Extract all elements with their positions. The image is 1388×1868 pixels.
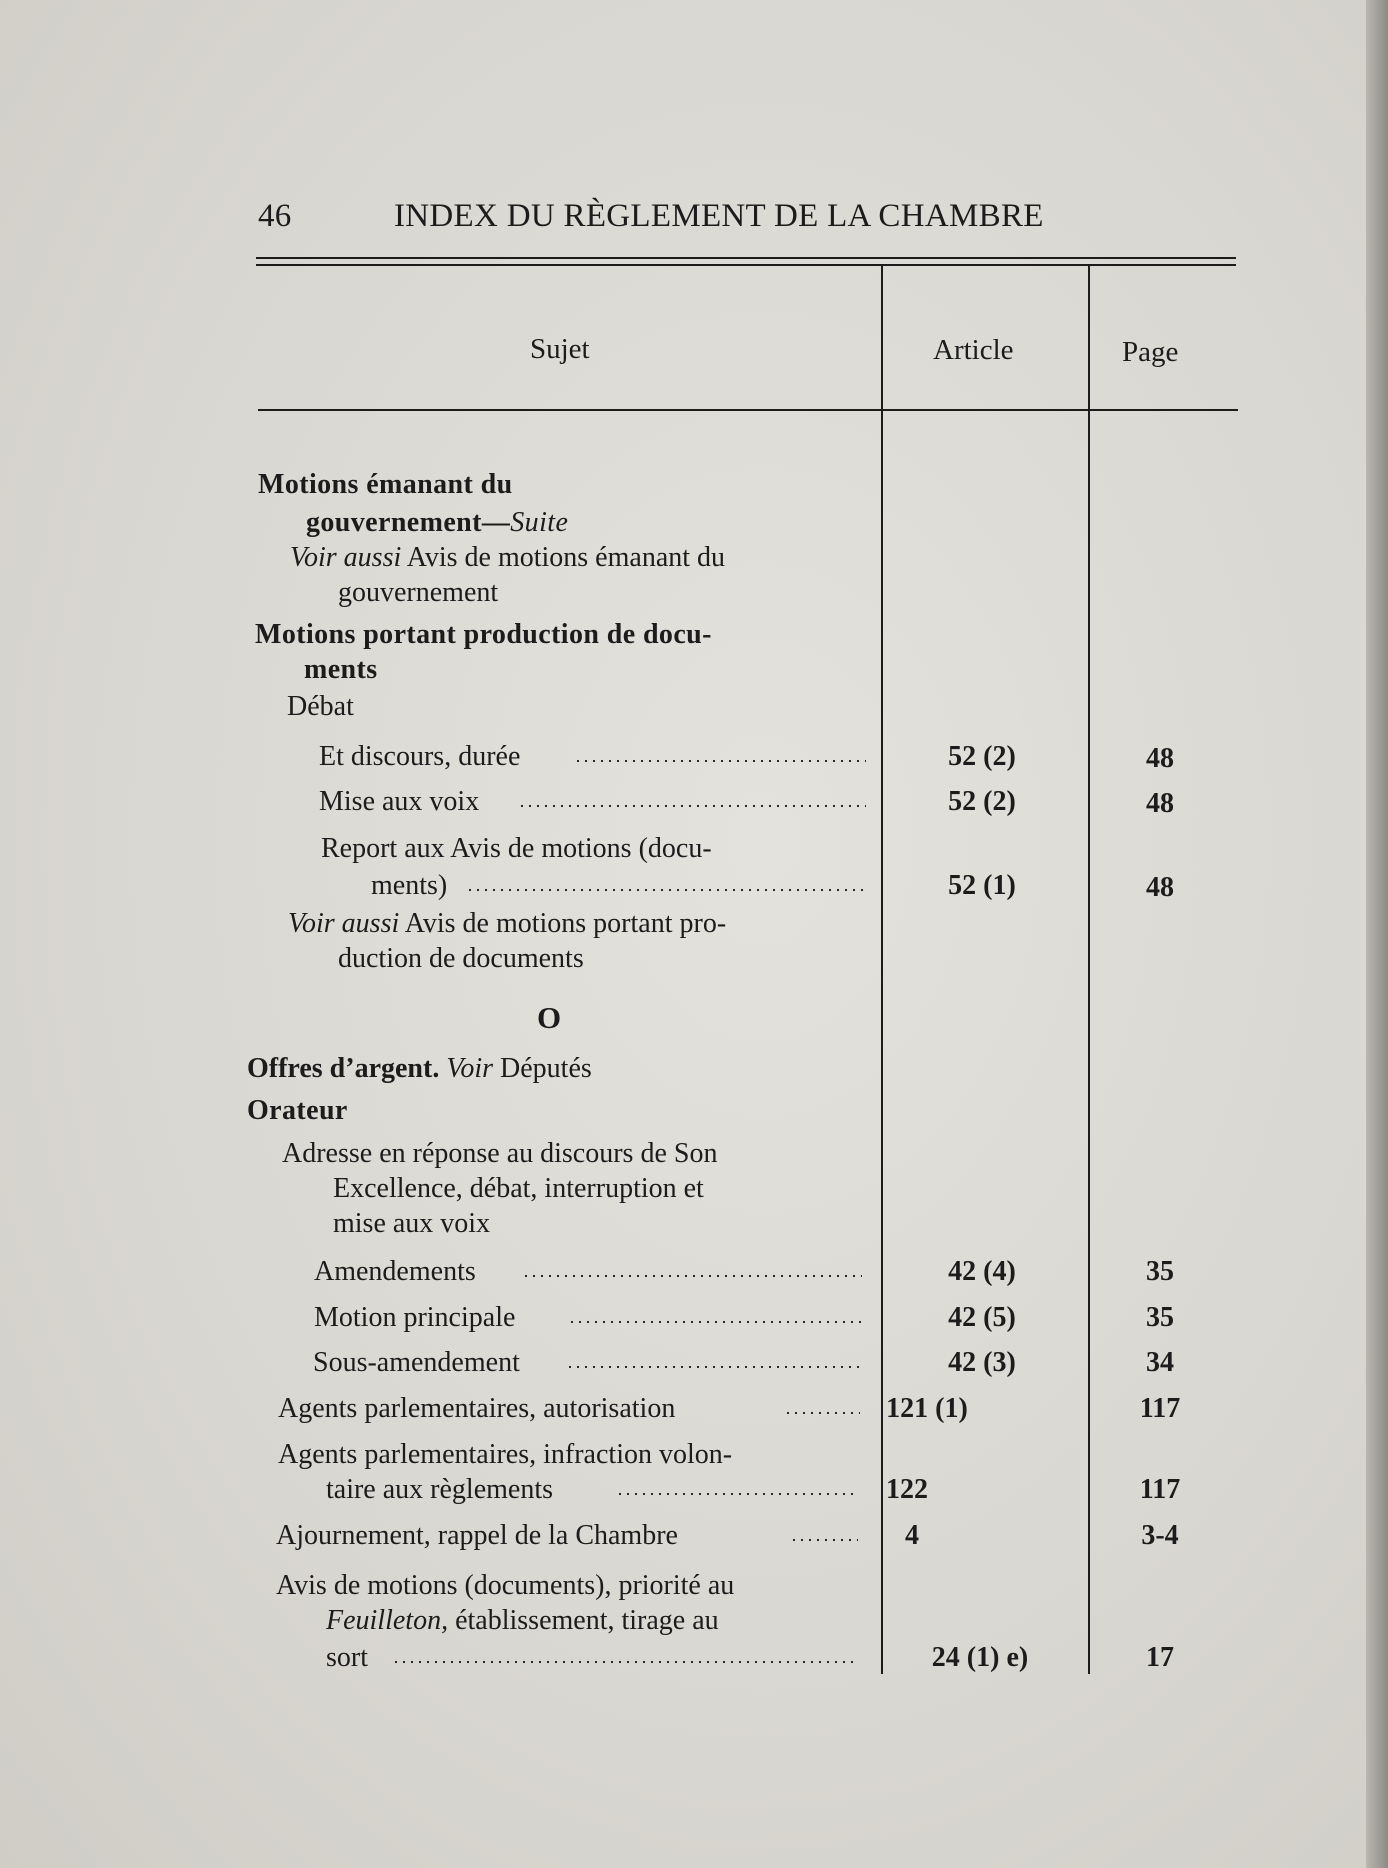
leader-dots xyxy=(518,803,866,809)
entry-text-cont: ments) xyxy=(371,870,448,901)
entry-crossref-cont: duction de documents xyxy=(338,943,584,974)
entry-crossref-cont: gouvernement xyxy=(338,577,499,608)
leader-dots xyxy=(784,1410,860,1416)
entry-heading-cont: ments xyxy=(304,654,378,685)
entry-text: Ajournement, rappel de la Chambre xyxy=(276,1520,678,1551)
page-ref: 48 xyxy=(1146,743,1174,774)
entry-text-cont: sort xyxy=(326,1642,368,1673)
entry-heading: Orateur xyxy=(247,1095,348,1126)
article-ref: 121 (1) xyxy=(886,1393,968,1424)
entry-text: Et discours, durée xyxy=(319,741,521,772)
article-ref: 4 xyxy=(905,1520,919,1551)
entry-text: Report aux Avis de motions (docu- xyxy=(321,833,712,864)
page-ref: 35 xyxy=(1146,1256,1174,1287)
entry-crossref xyxy=(288,907,726,941)
page-ref: 117 xyxy=(1139,1393,1181,1424)
page-edge-shadow xyxy=(1366,0,1388,1868)
see-also-label: Voir aussi xyxy=(288,908,400,939)
entry-text: Mise aux voix xyxy=(319,786,480,817)
section-letter: O xyxy=(537,1000,562,1035)
entry-heading xyxy=(247,1052,592,1086)
article-ref: 24 (1) e) xyxy=(931,1642,1029,1673)
page-title: INDEX DU RÈGLEMENT DE LA CHAMBRE xyxy=(394,198,1044,234)
entry-text: Avis de motions (documents), priorité au xyxy=(276,1570,735,1601)
page-ref: 48 xyxy=(1146,788,1174,819)
page-ref: 48 xyxy=(1146,872,1174,903)
page-ref: 117 xyxy=(1139,1474,1181,1505)
article-ref: 52 (2) xyxy=(948,786,1016,817)
leader-dots xyxy=(616,1491,858,1497)
leader-dots xyxy=(466,887,866,893)
see-label: Voir xyxy=(446,1053,494,1084)
leader-dots xyxy=(568,1319,862,1325)
page-ref: 34 xyxy=(1146,1347,1174,1378)
entry-text: Avis de motions portant pro- xyxy=(399,908,727,939)
entry-text: Avis de motions émanant du xyxy=(401,542,726,573)
page-ref: 3-4 xyxy=(1141,1520,1179,1551)
entry-text-cont: taire aux règlements xyxy=(326,1474,554,1505)
entry-heading-cont xyxy=(306,506,568,540)
entry-subheading: Adresse en réponse au discours de Son xyxy=(282,1138,718,1169)
entry-text: Agents parlementaires, autorisation xyxy=(278,1393,676,1424)
entry-text: Sous-amendement xyxy=(313,1347,520,1378)
entry-subheading-cont: mise aux voix xyxy=(333,1208,491,1239)
column-divider-page xyxy=(1088,264,1090,1674)
entry-heading: Motions émanant du xyxy=(258,469,513,500)
column-header-page: Page xyxy=(1122,336,1179,368)
see-also-label: Voir aussi xyxy=(290,542,402,573)
article-ref: 122 xyxy=(886,1474,928,1505)
entry-subheading-cont: Excellence, débat, interruption et xyxy=(333,1173,704,1204)
entry-text: Agents parlementaires, infraction volon- xyxy=(278,1439,733,1470)
entry-italic: Feuilleton, xyxy=(326,1605,449,1636)
article-ref: 42 (4) xyxy=(948,1256,1016,1287)
entry-text: Amendements xyxy=(314,1256,476,1287)
entry-text: établissement, tirage au xyxy=(448,1605,719,1636)
article-ref: 52 (2) xyxy=(948,741,1016,772)
entry-heading: Motions portant production de docu- xyxy=(255,619,712,650)
leader-dots xyxy=(522,1273,862,1279)
entry-text: gouvernement— xyxy=(306,507,511,538)
entry-text: Députés xyxy=(493,1053,592,1084)
leader-dots xyxy=(392,1659,858,1665)
header-rule-top xyxy=(256,257,1236,259)
running-header xyxy=(258,198,1238,242)
page-ref: 17 xyxy=(1146,1642,1174,1673)
column-divider-article xyxy=(881,264,883,1674)
entry-heading-text: Offres d’argent. xyxy=(247,1053,447,1084)
column-header-subject: Sujet xyxy=(530,333,590,365)
column-heading-rule xyxy=(258,409,1238,411)
leader-dots xyxy=(790,1537,858,1543)
page-number: 46 xyxy=(258,198,292,234)
entry-crossref xyxy=(290,541,725,575)
entry-subheading: Débat xyxy=(287,691,354,722)
leader-dots xyxy=(566,1364,862,1370)
entry-text-cont xyxy=(326,1604,719,1638)
page-ref: 35 xyxy=(1146,1302,1174,1333)
article-ref: 42 (3) xyxy=(948,1347,1016,1378)
article-ref: 52 (1) xyxy=(948,870,1016,901)
entry-italic: Suite xyxy=(510,507,569,538)
column-header-article: Article xyxy=(933,334,1014,366)
article-ref: 42 (5) xyxy=(948,1302,1016,1333)
leader-dots xyxy=(574,758,866,764)
entry-text: Motion principale xyxy=(314,1302,516,1333)
